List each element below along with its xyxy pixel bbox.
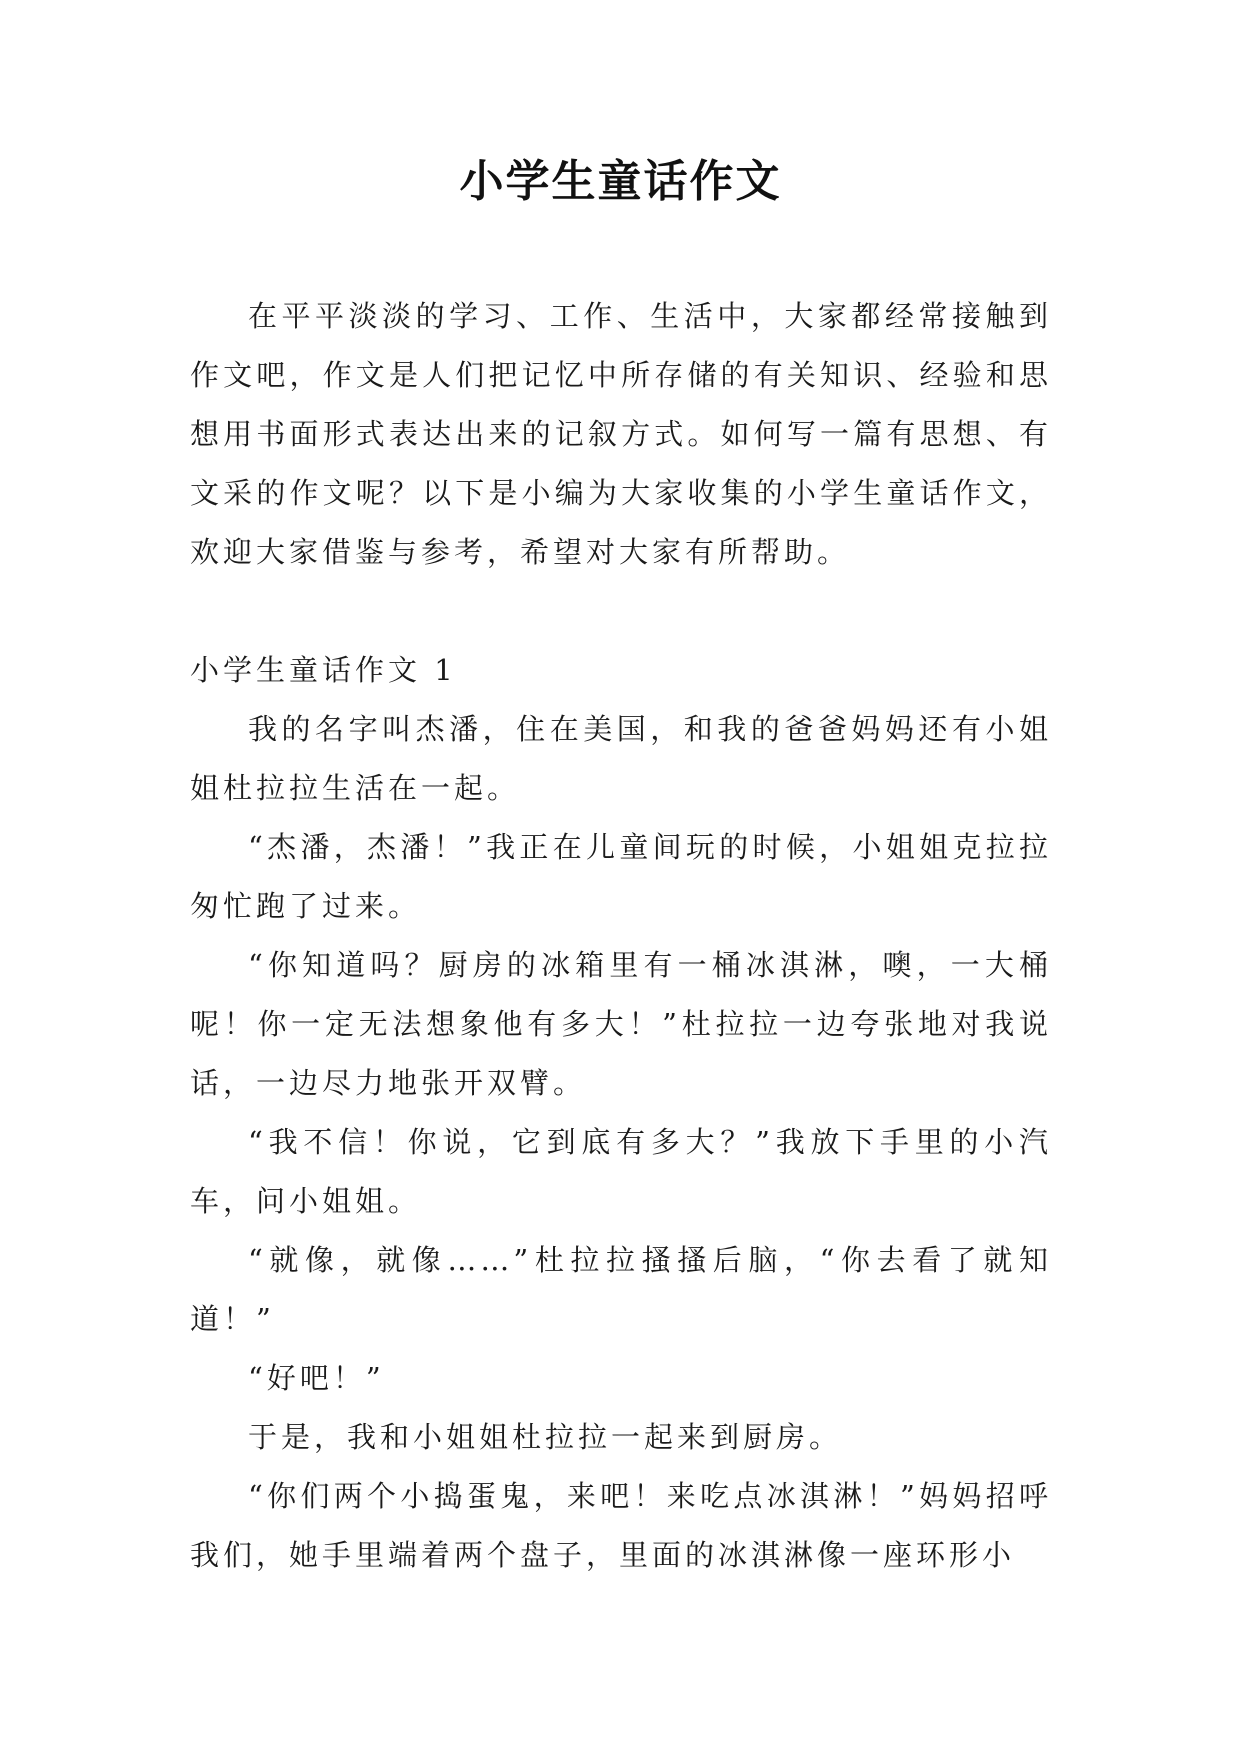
story-paragraph: “你们两个小捣蛋鬼，来吧！来吃点冰淇淋！”妈妈招呼我们，她手里端着两个盘子，里面的冰淇淋像一座环形小 <box>190 1479 1052 1572</box>
intro-paragraph: 在平平淡淡的学习、工作、生活中，大家都经常接触到作文吧，作文是人们把记忆中所存储的有关知识、经验和思想用书面形式表达出来的记叙方式。如何写一篇有思想、有文采的作文呢？以下是小编为大家收集的小学生童话作文，欢迎大家借鉴与参考，希望对大家有所帮助。 <box>190 299 1052 569</box>
story-paragraph: 我的名字叫杰潘，住在美国，和我的爸爸妈妈还有小姐姐杜拉拉生活在一起。 <box>190 712 1052 805</box>
story-paragraph: “好吧！” <box>248 1361 385 1395</box>
story-paragraph: “我不信！你说，它到底有多大？”我放下手里的小汽车，问小姐姐。 <box>190 1125 1052 1218</box>
story-paragraph: “你知道吗？厨房的冰箱里有一桶冰淇淋，噢，一大桶呢！你一定无法想象他有多大！”杜拉拉一边夸张地对我说话，一边尽力地张开双臂。 <box>190 948 1052 1100</box>
document-title: 小学生童话作文 <box>459 156 782 207</box>
story-paragraph: “杰潘，杰潘！”我正在儿童间玩的时候，小姐姐克拉拉匆忙跑了过来。 <box>190 830 1052 923</box>
section-heading: 小学生童话作文 1 <box>190 653 457 687</box>
story-paragraph: 于是，我和小姐姐杜拉拉一起来到厨房。 <box>248 1420 843 1454</box>
document-body <box>190 287 1052 1585</box>
story-paragraph: “就像，就像……”杜拉拉搔搔后脑，“你去看了就知道！” <box>190 1243 1052 1336</box>
